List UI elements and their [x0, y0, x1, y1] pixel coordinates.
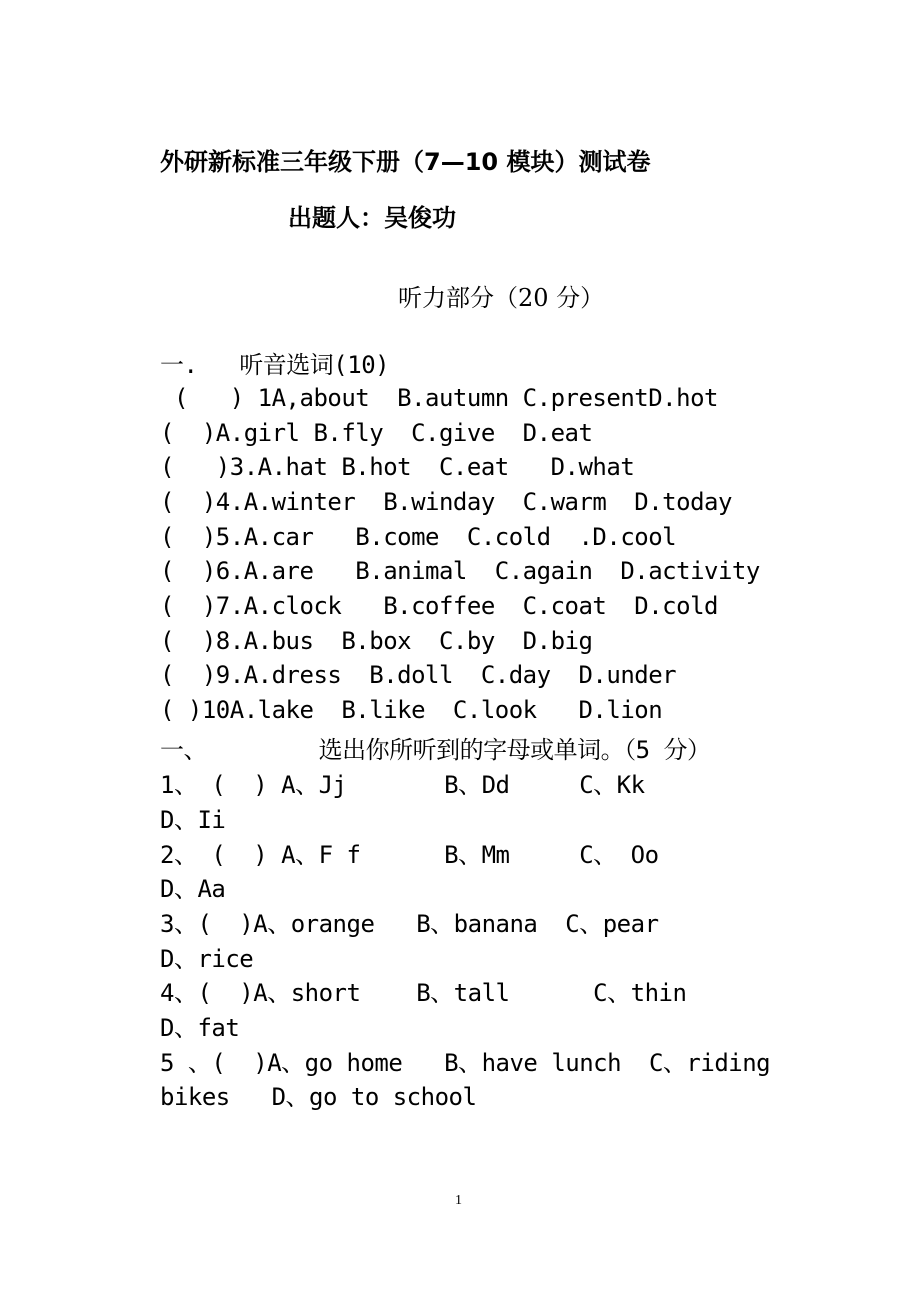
question-line: D、fat	[160, 1014, 240, 1042]
question-line: 4、( )A、short B、tall C、thin	[160, 979, 687, 1007]
question-line: D、rice	[160, 945, 254, 973]
question-line: 一、 选出你所听到的字母或单词。（5 分）	[160, 736, 711, 764]
question-line: 2、 ( ) A、F f B、Mm C、 Oo	[160, 841, 659, 869]
question-line: 3、( )A、orange B、banana C、pear	[160, 910, 659, 938]
question-line: bikes D、go to school	[160, 1083, 477, 1111]
question-line: ( )4.A.winter B.winday C.warm D.today	[160, 488, 732, 516]
question-line: 一. 听音选词(10)	[160, 351, 390, 379]
question-line: ( )5.A.car B.come C.cold .D.cool	[160, 523, 677, 551]
question-line: ( )8.A.bus B.box C.by D.big	[160, 627, 593, 655]
question-line: 1、 ( ) A、Jj B、Dd C、Kk	[160, 771, 645, 799]
question-line: ( )3.A.hat B.hot C.eat D.what	[160, 453, 635, 481]
question-line: ( )A.girl B.fly C.give D.eat	[160, 419, 593, 447]
question-line: D、Aa	[160, 875, 226, 903]
question-line: D、Ii	[160, 806, 226, 834]
question-line: 5 、( )A、go home B、have lunch C、riding	[160, 1049, 771, 1077]
page-number: 1	[455, 1193, 462, 1208]
question-line: ( )9.A.dress B.doll C.day D.under	[160, 661, 677, 689]
question-line: ( )7.A.clock B.coffee C.coat D.cold	[160, 592, 718, 620]
section-title: 听力部分（20 分）	[398, 284, 605, 312]
question-line: ( )6.A.are B.animal C.again D.activity	[160, 557, 760, 585]
author-line: 出题人：吴俊功	[288, 204, 456, 232]
question-line: ( ) 1A,about B.autumn C.presentD.hot	[160, 384, 718, 412]
document-title: 外研新标准三年级下册（7—10 模块）测试卷	[160, 148, 651, 176]
question-line: ( )10A.lake B.like C.look D.lion	[160, 696, 663, 724]
